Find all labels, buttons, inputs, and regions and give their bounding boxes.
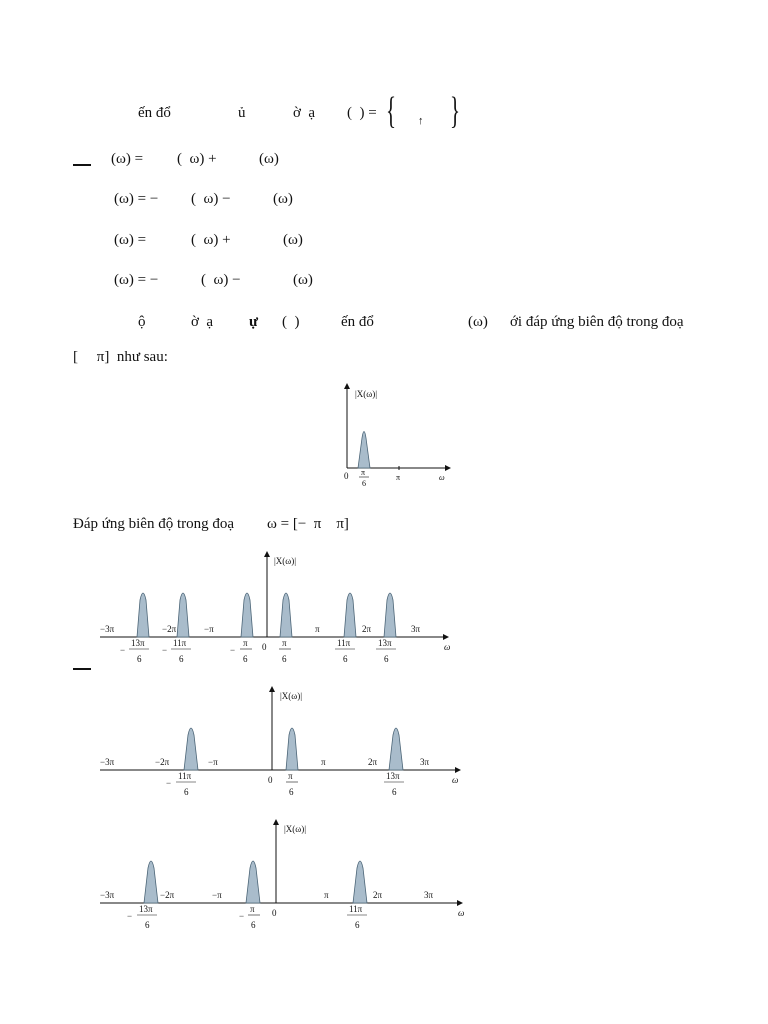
fig2-ylabel: |X(ω)|: [274, 556, 297, 566]
fig3-tick-m3pi: −3π: [100, 757, 115, 767]
sentence-part-a: ộ: [138, 314, 146, 330]
choice-c-mid: ( ω) +: [191, 232, 231, 248]
fig1-peak: [358, 432, 370, 469]
fig3-tick-3pi: 3π: [420, 757, 430, 767]
choice-d-right: (ω): [293, 272, 313, 288]
fig2-frac1-num: 13π: [131, 638, 145, 648]
choice-b-left: (ω) = −: [114, 191, 159, 207]
fig4-frac1-den: 6: [145, 920, 150, 930]
fig4-tick-m3pi: −3π: [100, 890, 115, 900]
left-brace: {: [386, 90, 397, 132]
fig2-frac2-sign: −: [162, 645, 168, 655]
fig3-xlabel: ω: [452, 775, 459, 785]
fig2-tick-zero: 0: [262, 642, 267, 652]
problem-expression: ( ) =: [347, 105, 377, 121]
choice-a-mid: ( ω) +: [177, 151, 217, 167]
arrow-icon: ↑: [418, 115, 424, 127]
fig2-frac3-num: π: [243, 638, 248, 648]
fig2-tick-3pi: 3π: [411, 624, 421, 634]
fig3-frac1-num: 11π: [178, 771, 192, 781]
fig3-frac1-den: 6: [184, 787, 189, 797]
choice-b-right: (ω): [273, 191, 293, 207]
caption-expression: ω = [− π π]: [267, 516, 349, 532]
selected-answer-mark-2: [73, 668, 91, 670]
selected-answer-mark: [73, 164, 91, 166]
sentence-part-g: ới đáp ứng biên độ trong đoạ: [510, 314, 684, 330]
fig2-tick-m3pi: −3π: [100, 624, 115, 634]
fig4-tick-zero: 0: [272, 908, 277, 918]
figure-2-spectrum: [98, 550, 458, 665]
fig2-tick-m2pi: −2π: [162, 624, 177, 634]
figure-4-spectrum: [98, 818, 468, 933]
fig4-tick-2pi: 2π: [373, 890, 383, 900]
choice-c-right: (ω): [283, 232, 303, 248]
fig2-frac6-den: 6: [384, 654, 389, 664]
sentence-part-c: ự: [249, 314, 259, 330]
fig2-frac2-den: 6: [179, 654, 184, 664]
sentence-part-f: (ω): [468, 314, 488, 330]
fig2-xlabel: ω: [444, 642, 451, 652]
choice-d-left: (ω) = −: [114, 272, 159, 288]
fig4-tick-pi: π: [324, 890, 329, 900]
fig4-frac3-num: 11π: [349, 904, 363, 914]
fig3-frac1-sign: −: [166, 778, 172, 788]
fig4-ylabel: |X(ω)|: [284, 824, 307, 834]
fig2-tick-2pi: 2π: [362, 624, 372, 634]
choice-a-right: (ω): [259, 151, 279, 167]
fig2-peak-1: [137, 593, 149, 637]
choice-a-left: (ω) =: [111, 151, 144, 167]
fig3-peak-2: [286, 728, 298, 770]
sentence-part-e: ến đổ: [341, 314, 374, 330]
fig3-frac3-num: 13π: [386, 771, 400, 781]
fig4-tick-3pi: 3π: [424, 890, 434, 900]
right-brace: }: [450, 90, 461, 132]
caption-text: Đáp ứng biên độ trong đoạ: [73, 516, 235, 532]
fig2-tick-mpi: −π: [204, 624, 214, 634]
choice-d-mid: ( ω) −: [201, 272, 241, 288]
fig2-frac6-num: 13π: [378, 638, 392, 648]
fig2-frac3-sign: −: [230, 645, 236, 655]
fig2-frac1-den: 6: [137, 654, 142, 664]
fig4-tick-m2pi: −2π: [160, 890, 175, 900]
sentence-part-b: ờ ạ: [191, 314, 214, 330]
sentence-part-h: [ π] như sau:: [73, 349, 168, 365]
fig4-tick-mpi: −π: [212, 890, 222, 900]
fig3-peak-3: [389, 728, 403, 770]
fig3-ylabel: |X(ω)|: [280, 691, 303, 701]
fig4-frac2-num: π: [250, 904, 255, 914]
fig2-tick-pi: π: [315, 624, 320, 634]
fig2-peak-6: [384, 593, 396, 637]
fig2-peak-3: [241, 593, 253, 637]
fig1-tick-num: π: [361, 468, 366, 477]
fig4-peak-2: [246, 861, 260, 903]
fig2-peak-2: [177, 593, 189, 637]
fig4-frac3-den: 6: [355, 920, 360, 930]
fig1-pi: π: [396, 473, 401, 482]
problem-word-b: ủ: [238, 105, 246, 121]
choice-c-left: (ω) =: [114, 232, 147, 248]
fig3-frac2-den: 6: [289, 787, 294, 797]
fig3-tick-pi: π: [321, 757, 326, 767]
fig4-peak-3: [353, 861, 367, 903]
fig4-frac2-sign: −: [239, 911, 245, 921]
fig2-frac4-num: π: [282, 638, 287, 648]
fig2-frac3-den: 6: [243, 654, 248, 664]
fig4-frac1-sign: −: [127, 911, 133, 921]
problem-word-a: ến đổ: [138, 105, 171, 121]
fig1-ylabel: |X(ω)|: [355, 389, 378, 399]
fig3-tick-zero: 0: [268, 775, 273, 785]
figure-1-spectrum: [335, 380, 455, 490]
fig3-frac3-den: 6: [392, 787, 397, 797]
fig3-frac2-num: π: [288, 771, 293, 781]
problem-word-c: ờ ạ: [293, 105, 316, 121]
fig3-tick-mpi: −π: [208, 757, 218, 767]
fig2-peak-5: [344, 593, 356, 637]
fig3-tick-m2pi: −2π: [155, 757, 170, 767]
fig1-tick-den: 6: [362, 479, 366, 488]
fig2-frac5-den: 6: [343, 654, 348, 664]
fig4-frac1-num: 13π: [139, 904, 153, 914]
choice-b-mid: ( ω) −: [191, 191, 231, 207]
fig2-frac5-num: 11π: [337, 638, 351, 648]
fig2-frac1-sign: −: [120, 645, 126, 655]
sentence-part-d: ( ): [282, 314, 300, 330]
fig1-zero: 0: [344, 471, 349, 481]
figure-3-spectrum: [98, 685, 468, 800]
fig2-frac2-num: 11π: [173, 638, 187, 648]
fig2-peak-4: [280, 593, 292, 637]
fig2-frac4-den: 6: [282, 654, 287, 664]
fig4-xlabel: ω: [458, 908, 465, 918]
fig3-peak-1: [184, 728, 198, 770]
fig3-tick-2pi: 2π: [368, 757, 378, 767]
fig4-frac2-den: 6: [251, 920, 256, 930]
fig1-xlabel: ω: [439, 473, 445, 482]
fig4-peak-1: [144, 861, 158, 903]
